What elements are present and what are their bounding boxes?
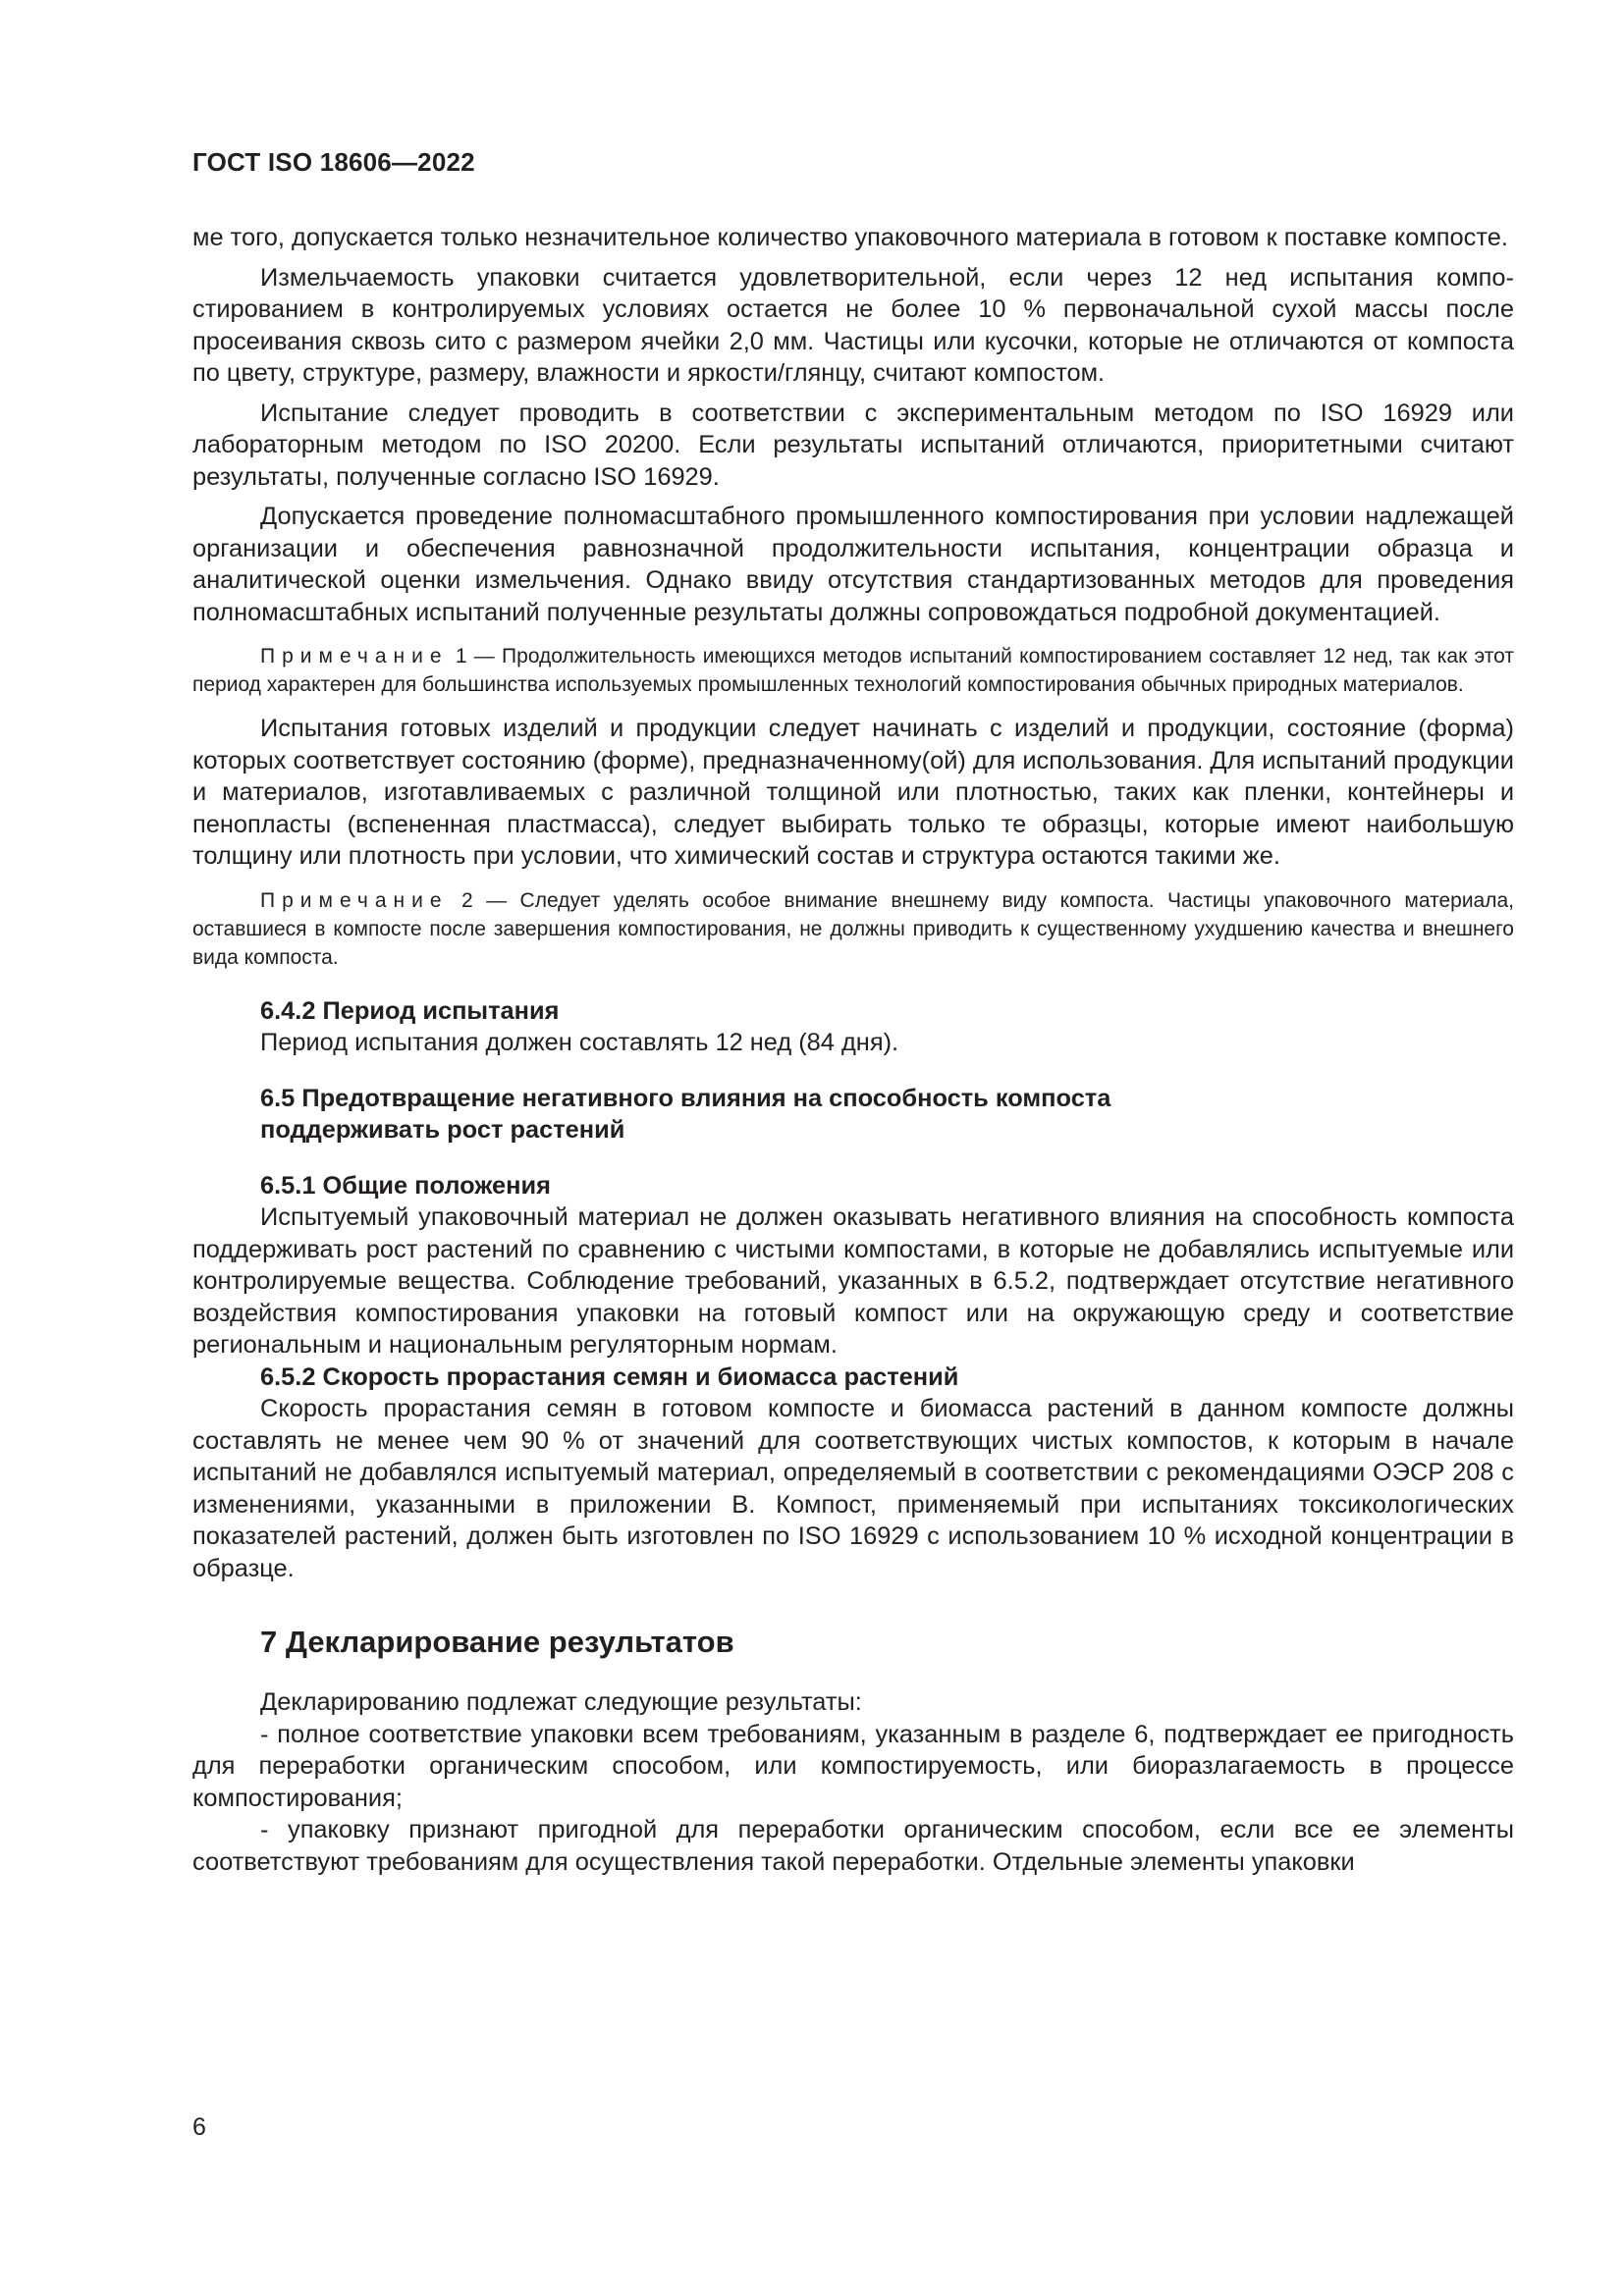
page-number: 6: [192, 2113, 206, 2141]
paragraph-test-period: Период испытания должен составлять 12 нед (84 дня).: [260, 1029, 899, 1056]
heading-6-5-line-1: 6.5 Предотвращение негативного влияния на способность компоста: [260, 1084, 1111, 1112]
heading-6-5: [192, 1083, 1514, 1147]
paragraph-fragmentation: Измельчаемость упаковки считается удовлетворительной, если через 12 нед испытания компостированием в контролируемых условиях остается не более 10 % первоначальной сухой массы после просеивания сквозь сито с размером ячейки 2,0 мм. Частицы или кусочки, которые не отличаются от компоста по цвету, структуре, размеру, влажности и яркости/глянцу, считают компостом.: [192, 263, 1514, 387]
heading-6-4-2: 6.4.2 Период испытания: [260, 996, 560, 1025]
heading-6-5-1: 6.5.1 Общие положения: [260, 1171, 551, 1200]
note-1: [192, 642, 1514, 699]
list-item-organic-recycling: - упаковку признают пригодной для переработки органическим способом, если все ее элементы соответствуют требованиям для осуществления такой переработки. Отдельные элементы упаковки: [192, 1816, 1514, 1876]
paragraph-germination: Скорость прорастания семян в готовом компосте и биомасса растений в данном компосте должны составлять не менее чем 90 % от значений для соответствующих чистых компостов, к которым в начале испытаний не добавлялся испытуемый материал, определяемый в соответствии с рекомендациями ОЭСР 208 с изменениями, указанными в приложении В. Компост, применяемый при испытаниях токсикологических показателей растений, должен быть изготовлен по ISO 16929 с использованием 10 % исходной концентрации в образце.: [192, 1395, 1514, 1582]
note-2-label: Примечание: [260, 888, 449, 912]
list-item-full-compliance: - полное соответствие упаковки всем требованиям, указанным в разделе 6, подтверждает ее пригодность для переработки органическим способом, или компостируемость, или биоразлагаемость в процессе компостирования;: [192, 1720, 1514, 1812]
heading-6-5-line-2: поддерживать рост растений: [260, 1116, 625, 1144]
paragraph-general: Испытуемый упаковочный материал не должен оказывать негативного влияния на способность компоста поддерживать рост растений по сравнению с чистыми компостами, в которые не добавлялись испытуемые или контролируемые вещества. Соблюдение требований, указанных в 6.5.2, подтверждает отсутствие негативного воздействия компостирования упаковки на готовый компост или на окружающую среду и соответствие региональным и национальным регуляторным нормам.: [192, 1203, 1514, 1359]
paragraph-continuation: ме того, допускается только незначительное количество упаковочного материала в готовом к поставке компосте.: [192, 224, 1508, 251]
paragraph-full-scale: Допускается проведение полномасштабного промышленного компостирования при условии надлежащей организации и обеспечения равнозначной продолжительности испытания, концентрации образца и аналитической оценки измельчения. Однако ввиду отсутствия стандартизованных методов для проведения полномасштабных испытаний полученные результаты должны сопровождаться подробной документацией.: [192, 503, 1514, 626]
note-1-text: 1 — Продолжительность имеющихся методов испытаний компостированием составляет 12 нед, так как этот период характерен для большинства используемых промышленных технологий компостирования обычных природных материалов.: [192, 645, 1514, 696]
heading-6-5-2: 6.5.2 Скорость прорастания семян и биомасса растений: [260, 1362, 959, 1391]
paragraph-finished-products: Испытания готовых изделий и продукции следует начинать с изделий и продукции, состояние (форма) которых соответствует состоянию (форме), предназначенному(ой) для использования. Для испытаний продукции и материалов, изготавливаемых с различной толщиной или плотностью, таких как пленки, контейнеры и пенопласты (вспененная пластмасса), следует выбирать только те образцы, которые имеют наибольшую толщину или плотность при условии, что химический состав и структура остаются такими же.: [192, 715, 1514, 870]
heading-section-7: 7 Декларирование результатов: [260, 1625, 734, 1659]
running-header: ГОСТ ISO 18606—2022: [192, 147, 475, 177]
document-body: [192, 222, 1514, 1878]
note-2-text: 2 — Следует уделять особое внимание внешнему виду компоста. Частицы упаковочного материала, оставшиеся в компосте после завершения компостирования, не должны приводить к существенному ухудшению качества и внешнего вида компоста.: [192, 888, 1514, 969]
paragraph-declaration-intro: Декларированию подлежат следующие результаты:: [260, 1688, 862, 1716]
paragraph-test-methods: Испытание следует проводить в соответствии с экспериментальным методом по ISO 16929 или лабораторным методом по ISO 20200. Если результаты испытаний отличаются, приоритетными считают результаты, полученные согласно ISO 16929.: [192, 399, 1514, 491]
note-2: [192, 886, 1514, 972]
note-1-label: Примечание: [260, 645, 449, 667]
